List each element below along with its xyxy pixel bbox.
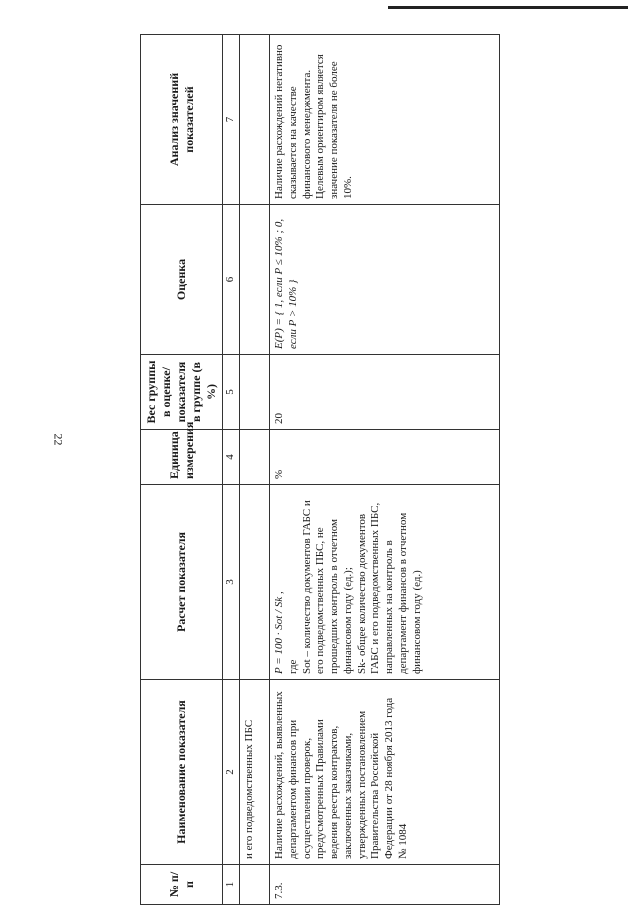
header-name: Наименование показателя [141,680,223,865]
colnum-5: 5 [223,355,240,430]
rotated-table-wrapper [140,35,500,905]
row-score: E(P) = { 1, если P ≤ 10% ; 0, если P > 10% } [270,205,500,355]
colnum-2: 2 [223,680,240,865]
cont-name: и его подведомственных ПБС [240,680,270,865]
cont-empty-4 [240,430,270,485]
colnum-7: 7 [223,35,240,205]
header-weight: Вес группы в оценке/ показателя в группе (в %) [141,355,223,430]
header-calc: Расчет показателя [141,485,223,680]
row-name: Наличие расхождений, выявленных департаментом финансов при осуществлении проверок, предусмотренных Правилами ведения реестра контрактов, заключенных заказчиками, утвержденных постановлением Правительства Российской Федерации от 28 ноября 2013 года № 1084 [270,680,500,865]
header-unit: Единица измерения [141,430,223,485]
header-analysis: Анализ значений показателей [141,35,223,205]
calc-desc-2: Sk- общее количество документов ГАБС и его подведомственных ПБС, направленных на контроль в департамент финансов в отчетном финансовом году (ед.) [355,502,423,674]
cont-empty-6 [240,205,270,355]
calc-desc-1: Sot – количество документов ГАБС и его подведомственных ПБС, не прошедших контроль в отчетном финансовом году (ед.); [300,500,354,674]
header-score: Оценка [141,205,223,355]
colnum-1: 1 [223,865,240,905]
page-number: 22 [51,433,66,446]
row-analysis: Наличие расхождений негативно сказывается на качестве финансового менеджмента. Целевым ориентиром является значение показателя не более 10%. [270,35,500,205]
where-label: где [286,659,299,674]
colnum-6: 6 [223,205,240,355]
header-num: № п/п [141,865,223,905]
cont-empty-7 [240,35,270,205]
row-num: 7.3. [270,865,500,905]
colnum-4: 4 [223,430,240,485]
top-rule [388,6,628,9]
row-weight: 20 [270,355,500,430]
colnum-3: 3 [223,485,240,680]
cont-empty-3 [240,485,270,680]
cont-empty-5 [240,355,270,430]
row-unit: % [270,430,500,485]
cont-num [240,865,270,905]
formula: P = 100 · Sot / Sk , [273,591,285,674]
row-calc [270,485,500,680]
indicator-table [140,34,500,905]
